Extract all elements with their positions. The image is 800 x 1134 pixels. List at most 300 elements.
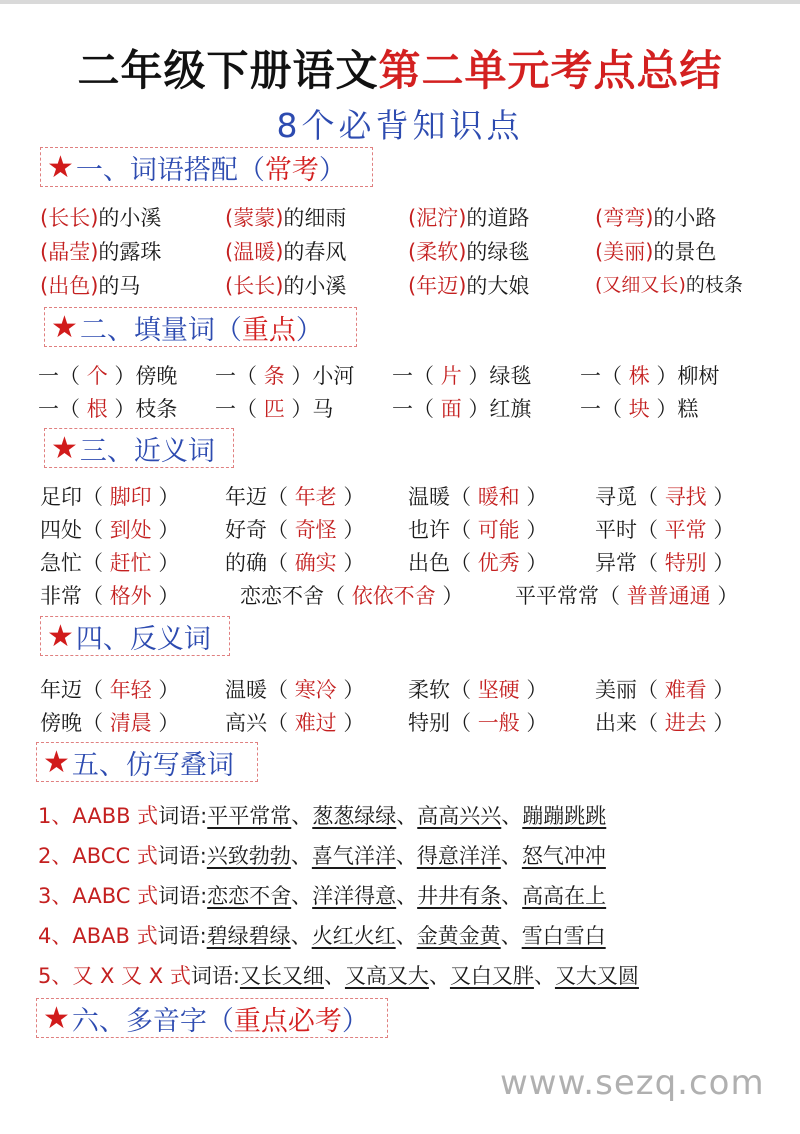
base-word: 美丽 <box>595 678 637 702</box>
paren-open: （ <box>267 518 295 542</box>
star-icon: ★ <box>43 744 70 780</box>
synonym-item <box>408 547 547 577</box>
collocation-noun: 的景色 <box>653 240 717 264</box>
measure-noun: 糕 <box>677 397 699 421</box>
answer-word: 难过 <box>294 711 337 735</box>
reduplication-row <box>38 800 606 830</box>
measure-word-item <box>38 360 177 390</box>
synonym-item <box>225 481 364 511</box>
separator: 、 <box>500 844 522 868</box>
collocation-word: 长长 <box>48 206 91 230</box>
paren-open: （ <box>450 518 478 542</box>
reduplicated-word: 又长又细 <box>239 964 324 988</box>
antonym-item <box>408 707 547 737</box>
collocation-item <box>408 270 529 300</box>
row-number: 5、 <box>38 964 73 988</box>
numeral-one: 一（ <box>580 364 629 388</box>
measure-word: 面 <box>440 397 462 421</box>
words-label: 词语: <box>158 804 208 828</box>
numeral-one: 一（ <box>38 397 87 421</box>
words-label: 词语: <box>190 964 240 988</box>
reduplicated-word: 又白又胖 <box>449 964 534 988</box>
answer-word: 特别 <box>664 551 707 575</box>
paren-close: ) <box>275 206 284 230</box>
collocation-word: 美丽 <box>603 240 646 264</box>
paren-close: ） <box>710 584 739 608</box>
base-word: 平平常常 <box>515 584 599 608</box>
reduplicated-word: 恋恋不舍 <box>207 884 292 908</box>
reduplicated-word: 得意洋洋 <box>416 844 501 868</box>
measure-noun: 马 <box>312 397 334 421</box>
measure-noun: 傍晚 <box>135 364 178 388</box>
paren-open: ( <box>225 206 234 230</box>
reduplicated-word: 碧绿碧绿 <box>206 924 291 948</box>
collocation-noun: 的小溪 <box>283 274 347 298</box>
base-word: 高兴 <box>225 711 267 735</box>
antonym-item <box>40 707 179 737</box>
synonym-item <box>225 547 364 577</box>
paren-open: ( <box>408 240 417 264</box>
synonym-item <box>40 481 179 511</box>
paren-close: ) <box>458 274 467 298</box>
paren-close: ） <box>706 485 735 509</box>
base-word: 寻觅 <box>595 485 637 509</box>
collocation-word: 柔软 <box>416 240 459 264</box>
measure-noun: 柳树 <box>677 364 720 388</box>
paren-close: ） <box>284 397 313 421</box>
paren-open: ( <box>40 240 49 264</box>
synonym-item <box>595 547 734 577</box>
collocation-word: 长长 <box>233 274 276 298</box>
paren-open: （ <box>637 518 665 542</box>
base-word: 非常 <box>40 584 82 608</box>
paren-open: （ <box>214 314 242 346</box>
paren-open: ( <box>225 274 234 298</box>
collocation-word: 弯弯 <box>603 206 646 230</box>
synonym-item <box>40 580 179 610</box>
watermark: www.sezq.com <box>500 1063 765 1103</box>
paren-close: ） <box>151 518 180 542</box>
section-note: 重点 <box>241 314 296 346</box>
base-word: 年迈 <box>40 678 82 702</box>
row-number: 4、 <box>38 924 73 948</box>
measure-noun: 红旗 <box>489 397 532 421</box>
reduplicated-word: 雪白雪白 <box>521 924 606 948</box>
separator: 、 <box>395 844 417 868</box>
collocation-noun: 的小路 <box>653 206 717 230</box>
section-label: 一、词语搭配 <box>75 154 238 186</box>
measure-word-item <box>392 393 531 423</box>
paren-close: ） <box>107 397 136 421</box>
paren-close: ） <box>519 711 548 735</box>
paren-open: （ <box>267 711 295 735</box>
paren-open: ( <box>40 206 49 230</box>
collocation-item <box>595 270 743 297</box>
paren-open: （ <box>237 154 265 186</box>
base-word: 急忙 <box>40 551 82 575</box>
base-word: 平时 <box>595 518 637 542</box>
answer-word: 难看 <box>664 678 707 702</box>
paren-open: （ <box>82 678 110 702</box>
paren-close: ） <box>107 364 136 388</box>
paren-close: ） <box>519 518 548 542</box>
collocation-noun: 的露珠 <box>98 240 162 264</box>
base-word: 足印 <box>40 485 82 509</box>
pattern-label: ABAB 式 <box>72 924 158 948</box>
collocation-word: 温暖 <box>233 240 276 264</box>
pattern-label: AABC 式 <box>72 884 159 908</box>
collocation-noun: 的道路 <box>466 206 530 230</box>
paren-close: ） <box>336 678 365 702</box>
numeral-one: 一（ <box>392 397 441 421</box>
paren-open: （ <box>637 678 665 702</box>
antonym-item <box>225 674 364 704</box>
section-label: 二、填量词 <box>79 314 215 346</box>
section-header-collocation <box>40 147 373 187</box>
reduplicated-word: 喜气洋洋 <box>311 844 396 868</box>
synonym-item <box>40 547 179 577</box>
words-label: 词语: <box>158 884 208 908</box>
measure-word: 根 <box>86 397 108 421</box>
separator: 、 <box>395 924 417 948</box>
base-word: 年迈 <box>225 485 267 509</box>
collocation-word: 又细又长 <box>602 274 679 296</box>
base-word: 出来 <box>595 711 637 735</box>
measure-word: 条 <box>263 364 285 388</box>
separator: 、 <box>291 884 313 908</box>
separator: 、 <box>396 804 418 828</box>
collocation-item <box>225 270 346 300</box>
paren-close: ） <box>336 551 365 575</box>
separator: 、 <box>396 884 418 908</box>
collocation-noun: 的小溪 <box>98 206 162 230</box>
row-number: 2、 <box>38 844 73 868</box>
collocation-word: 年迈 <box>416 274 459 298</box>
paren-close: ) <box>275 274 284 298</box>
page-subtitle: 8个必背知识点 <box>276 106 524 145</box>
paren-close: ） <box>519 678 548 702</box>
numeral-one: 一（ <box>38 364 87 388</box>
measure-word: 个 <box>86 364 108 388</box>
reduplicated-word: 又大又圆 <box>554 964 639 988</box>
star-icon: ★ <box>47 618 74 654</box>
separator: 、 <box>501 884 523 908</box>
paren-open: ( <box>40 274 49 298</box>
collocation-item <box>408 236 529 266</box>
measure-noun: 枝条 <box>135 397 178 421</box>
answer-word: 确实 <box>294 551 337 575</box>
paren-close: ） <box>295 314 323 346</box>
paren-open: （ <box>206 1005 234 1037</box>
measure-word-item <box>215 360 354 390</box>
paren-open: ( <box>595 206 604 230</box>
paren-open: （ <box>267 551 295 575</box>
antonym-item <box>225 707 364 737</box>
collocation-item <box>408 202 529 232</box>
paren-close: ） <box>284 364 313 388</box>
synonym-item <box>515 580 738 610</box>
answer-word: 寻找 <box>664 485 707 509</box>
reduplication-row <box>38 880 606 910</box>
paren-close: ） <box>318 154 346 186</box>
antonym-item <box>40 674 179 704</box>
separator: 、 <box>290 844 312 868</box>
collocation-noun: 的大娘 <box>466 274 530 298</box>
paren-close: ） <box>649 397 678 421</box>
numeral-one: 一（ <box>215 397 264 421</box>
numeral-one: 一（ <box>215 364 264 388</box>
section-label: 六、多音字 <box>71 1005 207 1037</box>
measure-word-item <box>38 393 177 423</box>
row-number: 1、 <box>38 804 73 828</box>
words-label: 词语: <box>157 924 207 948</box>
paren-close: ） <box>151 678 180 702</box>
answer-word: 奇怪 <box>294 518 337 542</box>
measure-word-item <box>580 360 719 390</box>
measure-word-item <box>215 393 333 423</box>
measure-noun: 绿毯 <box>489 364 532 388</box>
paren-close: ) <box>645 206 654 230</box>
reduplicated-word: 蹦蹦跳跳 <box>522 804 607 828</box>
antonym-item <box>408 674 547 704</box>
paren-close: ) <box>90 274 99 298</box>
pattern-label: 又 X 又 X 式 <box>72 964 191 988</box>
collocation-noun: 的绿毯 <box>466 240 530 264</box>
synonym-item <box>408 514 547 544</box>
reduplicated-word: 葱葱绿绿 <box>312 804 397 828</box>
paren-open: ( <box>408 274 417 298</box>
paren-open: （ <box>637 711 665 735</box>
paren-open: （ <box>267 485 295 509</box>
answer-word: 格外 <box>109 584 152 608</box>
answer-word: 普普通通 <box>626 584 711 608</box>
base-word: 温暖 <box>225 678 267 702</box>
paren-open: （ <box>324 584 352 608</box>
base-word: 特别 <box>408 711 450 735</box>
measure-noun: 小河 <box>312 364 355 388</box>
answer-word: 进去 <box>664 711 707 735</box>
answer-word: 年老 <box>294 485 337 509</box>
section-header-synonyms <box>44 428 234 468</box>
paren-close: ） <box>151 711 180 735</box>
measure-word: 块 <box>628 397 650 421</box>
answer-word: 暖和 <box>477 485 520 509</box>
paren-close: ） <box>435 584 464 608</box>
base-word: 好奇 <box>225 518 267 542</box>
paren-close: ） <box>341 1005 369 1037</box>
measure-word: 匹 <box>263 397 285 421</box>
paren-open: ( <box>595 274 603 296</box>
separator: 、 <box>291 804 313 828</box>
page-title <box>0 38 800 98</box>
answer-word: 坚硬 <box>477 678 520 702</box>
reduplication-row <box>38 920 606 950</box>
section-label: 五、仿写叠词 <box>71 749 234 781</box>
paren-close: ) <box>90 206 99 230</box>
paren-open: （ <box>82 518 110 542</box>
collocation-item <box>40 270 140 300</box>
section-header-antonyms <box>40 616 230 656</box>
collocation-noun: 的细雨 <box>283 206 347 230</box>
paren-close: ） <box>461 364 490 388</box>
answer-word: 脚印 <box>109 485 152 509</box>
star-icon: ★ <box>43 1000 70 1036</box>
paren-open: （ <box>450 551 478 575</box>
collocation-word: 出色 <box>48 274 91 298</box>
paren-close: ) <box>678 274 686 296</box>
paren-close: ） <box>519 485 548 509</box>
reduplication-row <box>38 960 639 990</box>
base-word: 温暖 <box>408 485 450 509</box>
answer-word: 清晨 <box>109 711 152 735</box>
reduplicated-word: 金黄金黄 <box>416 924 501 948</box>
measure-word: 株 <box>628 364 650 388</box>
synonym-item <box>40 514 179 544</box>
section-label: 三、近义词 <box>79 435 215 467</box>
paren-close: ） <box>706 678 735 702</box>
measure-word-item <box>580 393 698 423</box>
collocation-item <box>40 202 161 232</box>
synonym-item <box>595 481 734 511</box>
reduplicated-word: 怒气冲冲 <box>521 844 606 868</box>
reduplicated-word: 平平常常 <box>207 804 292 828</box>
collocation-noun: 的枝条 <box>685 274 743 296</box>
reduplicated-word: 又高又大 <box>344 964 429 988</box>
answer-word: 一般 <box>477 711 520 735</box>
paren-close: ） <box>151 584 180 608</box>
pattern-label: AABB 式 <box>72 804 159 828</box>
answer-word: 优秀 <box>477 551 520 575</box>
paren-close: ） <box>649 364 678 388</box>
collocation-noun: 的春风 <box>283 240 347 264</box>
section-note: 常考 <box>264 154 319 186</box>
top-border <box>0 0 800 4</box>
section-header-polyphones <box>36 998 388 1038</box>
base-word: 傍晚 <box>40 711 82 735</box>
paren-close: ） <box>706 711 735 735</box>
base-word: 四处 <box>40 518 82 542</box>
paren-open: （ <box>450 678 478 702</box>
paren-close: ） <box>151 551 180 575</box>
base-word: 柔软 <box>408 678 450 702</box>
numeral-one: 一（ <box>580 397 629 421</box>
reduplicated-word: 高高在上 <box>522 884 607 908</box>
collocation-noun: 的马 <box>98 274 141 298</box>
paren-open: ( <box>595 240 604 264</box>
collocation-word: 蒙蒙 <box>233 206 276 230</box>
paren-close: ) <box>90 240 99 264</box>
answer-word: 可能 <box>477 518 520 542</box>
measure-word: 片 <box>440 364 462 388</box>
paren-close: ） <box>336 711 365 735</box>
paren-open: （ <box>82 584 110 608</box>
title-part-1: 二年级下册语文 <box>77 46 379 95</box>
synonym-item <box>240 580 463 610</box>
section-header-measure-words <box>44 307 357 347</box>
answer-word: 赶忙 <box>109 551 152 575</box>
paren-open: （ <box>82 485 110 509</box>
star-icon: ★ <box>51 309 78 345</box>
paren-open: （ <box>450 485 478 509</box>
measure-word-item <box>392 360 531 390</box>
pattern-label: ABCC 式 <box>72 844 158 868</box>
paren-close: ） <box>336 485 365 509</box>
base-word: 也许 <box>408 518 450 542</box>
paren-close: ) <box>275 240 284 264</box>
paren-open: （ <box>267 678 295 702</box>
collocation-item <box>595 236 716 266</box>
paren-close: ) <box>458 240 467 264</box>
base-word: 恋恋不舍 <box>240 584 324 608</box>
collocation-item <box>595 202 716 232</box>
paren-close: ） <box>706 551 735 575</box>
paren-open: （ <box>82 711 110 735</box>
paren-close: ） <box>151 485 180 509</box>
answer-word: 寒冷 <box>294 678 337 702</box>
collocation-item <box>225 202 346 232</box>
synonym-item <box>408 481 547 511</box>
answer-word: 年轻 <box>109 678 152 702</box>
collocation-item <box>40 236 161 266</box>
reduplicated-word: 高高兴兴 <box>417 804 502 828</box>
title-part-2: 第二单元考点总结 <box>378 46 723 95</box>
star-icon: ★ <box>51 430 78 466</box>
numeral-one: 一（ <box>392 364 441 388</box>
paren-close: ) <box>645 240 654 264</box>
separator: 、 <box>323 964 345 988</box>
separator: 、 <box>290 924 312 948</box>
paren-open: （ <box>637 485 665 509</box>
collocation-word: 泥泞 <box>416 206 459 230</box>
answer-word: 依依不舍 <box>351 584 436 608</box>
collocation-item <box>225 236 346 266</box>
paren-open: （ <box>599 584 627 608</box>
antonym-item <box>595 707 734 737</box>
paren-open: ( <box>225 240 234 264</box>
star-icon: ★ <box>47 149 74 185</box>
base-word: 异常 <box>595 551 637 575</box>
base-word: 的确 <box>225 551 267 575</box>
reduplicated-word: 井井有条 <box>417 884 502 908</box>
answer-word: 平常 <box>664 518 707 542</box>
paren-close: ） <box>461 397 490 421</box>
row-number: 3、 <box>38 884 73 908</box>
reduplicated-word: 火红火红 <box>311 924 396 948</box>
paren-close: ） <box>519 551 548 575</box>
separator: 、 <box>428 964 450 988</box>
paren-close: ） <box>706 518 735 542</box>
paren-close: ） <box>336 518 365 542</box>
paren-close: ) <box>458 206 467 230</box>
paren-open: （ <box>637 551 665 575</box>
answer-word: 到处 <box>109 518 152 542</box>
paren-open: ( <box>408 206 417 230</box>
reduplication-row <box>38 840 606 870</box>
section-label: 四、反义词 <box>75 623 211 655</box>
paren-open: （ <box>82 551 110 575</box>
collocation-word: 晶莹 <box>48 240 91 264</box>
words-label: 词语: <box>157 844 207 868</box>
section-header-reduplication <box>36 742 258 782</box>
base-word: 出色 <box>408 551 450 575</box>
paren-open: （ <box>450 711 478 735</box>
reduplicated-word: 兴致勃勃 <box>206 844 291 868</box>
separator: 、 <box>533 964 555 988</box>
synonym-item <box>225 514 364 544</box>
section-note: 重点必考 <box>233 1005 342 1037</box>
reduplicated-word: 洋洋得意 <box>312 884 397 908</box>
separator: 、 <box>501 804 523 828</box>
